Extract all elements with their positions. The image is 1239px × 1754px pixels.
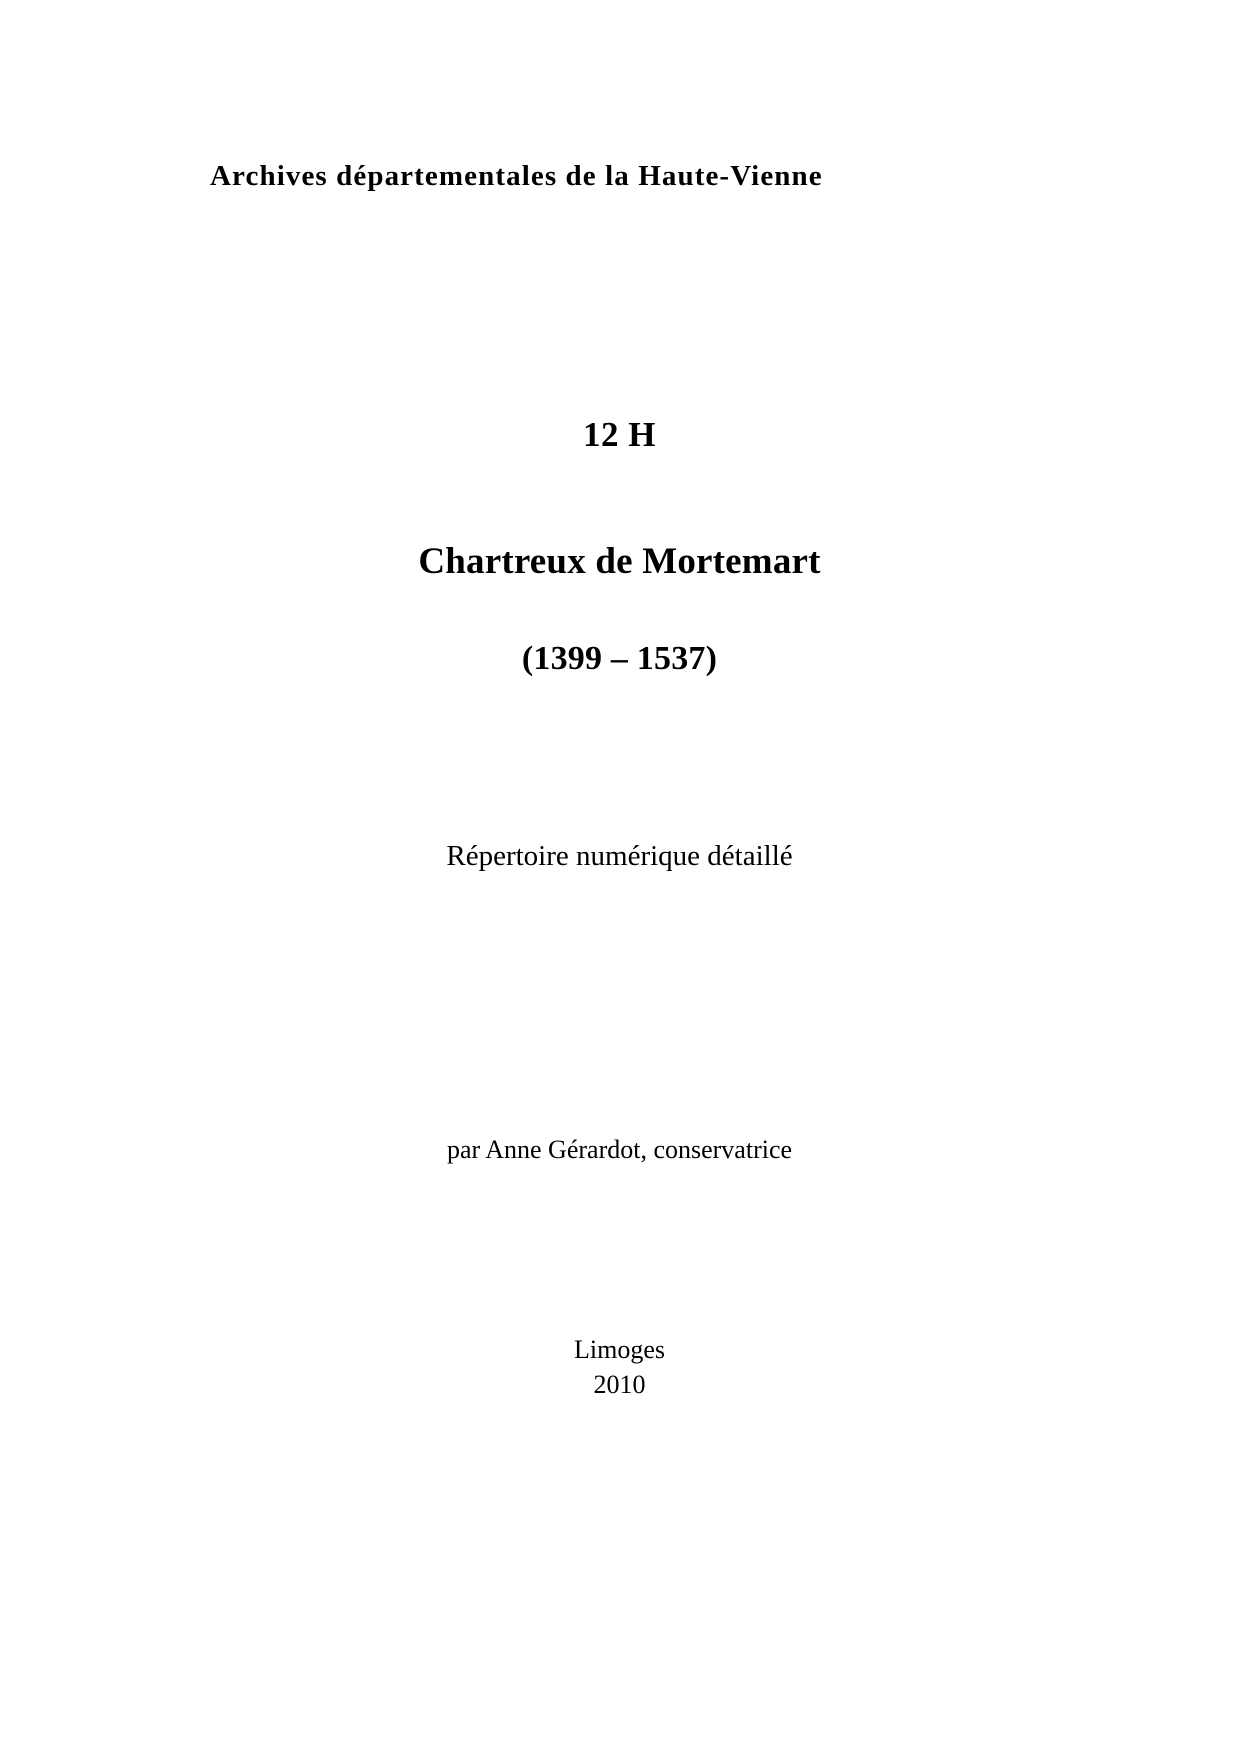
page-title: Chartreux de Mortemart <box>418 541 821 582</box>
author-credit: par Anne Gérardot, conservatrice <box>446 1135 793 1164</box>
publication-place: Limoges <box>574 1335 665 1364</box>
call-number: 12 H <box>583 415 656 454</box>
date-range: (1399 – 1537) <box>521 640 718 677</box>
institution-name: Archives départementales de la Haute-Vienne <box>210 160 823 192</box>
document-subtitle: Répertoire numérique détaillé <box>446 840 793 872</box>
publication-year: 2010 <box>593 1370 646 1399</box>
